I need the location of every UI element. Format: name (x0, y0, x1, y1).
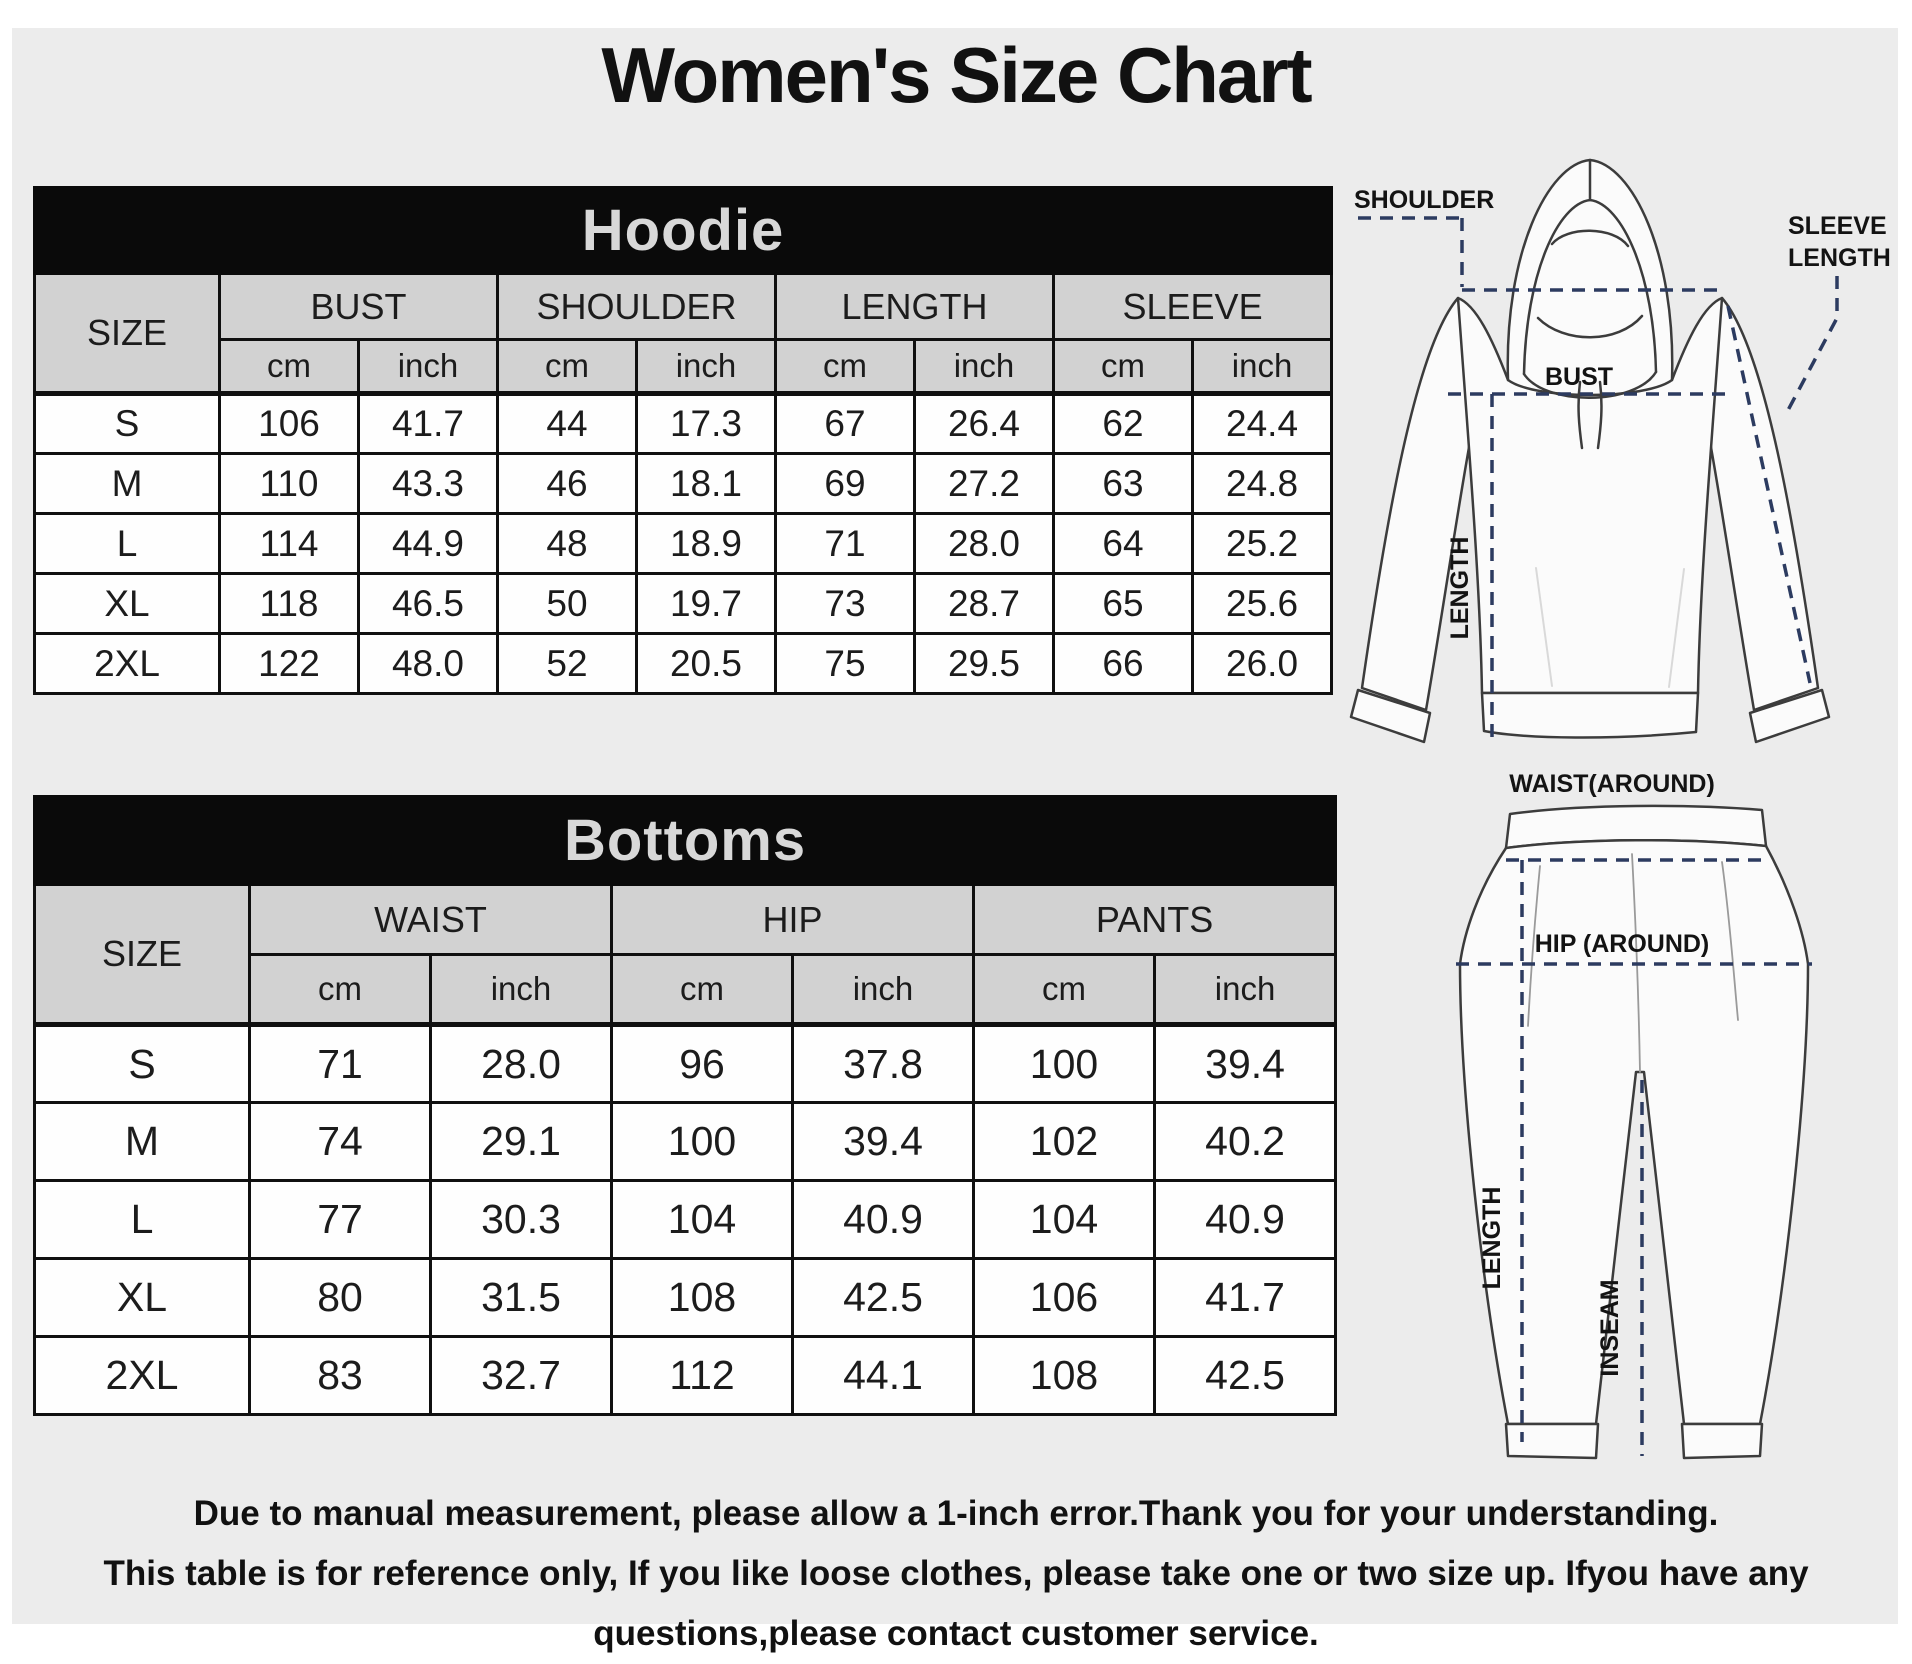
size-cell: XL (35, 1259, 250, 1337)
size-column-header: SIZE (35, 885, 250, 1025)
bottoms-table-title: Bottoms (35, 797, 1336, 885)
value-cell: 65 (1054, 574, 1193, 634)
value-cell: 62 (1054, 394, 1193, 454)
value-cell: 18.1 (637, 454, 776, 514)
footer-note (0, 1484, 1912, 1664)
value-cell: 104 (974, 1181, 1155, 1259)
unit-header-cm: cm (612, 955, 793, 1025)
value-cell: 122 (220, 634, 359, 694)
unit-header-cm: cm (220, 340, 359, 394)
value-cell: 100 (612, 1103, 793, 1181)
value-cell: 28.0 (915, 514, 1054, 574)
value-cell: 106 (974, 1259, 1155, 1337)
value-cell: 26.0 (1193, 634, 1332, 694)
hoodie-group-header-row (35, 274, 1332, 340)
sleeve-length-label-line2: LENGTH (1788, 244, 1891, 272)
inseam-label: INSEAM (1596, 1279, 1624, 1377)
sleeve-column-header: SLEEVE (1054, 274, 1332, 340)
page-title: Women's Size Chart (601, 31, 1311, 119)
value-cell: 108 (974, 1337, 1155, 1415)
value-cell: 43.3 (359, 454, 498, 514)
size-cell: L (35, 1181, 250, 1259)
value-cell: 100 (974, 1025, 1155, 1103)
footer-line-1: Due to manual measurement, please allow a 1-inch error.Thank you for your understanding. (193, 1494, 1719, 1533)
waist-label: WAIST(AROUND) (1509, 770, 1715, 798)
unit-header-cm: cm (974, 955, 1155, 1025)
size-cell: 2XL (35, 634, 220, 694)
value-cell: 30.3 (431, 1181, 612, 1259)
value-cell: 71 (250, 1025, 431, 1103)
pants-body (1460, 840, 1808, 1424)
length-label: LENGTH (1446, 536, 1474, 640)
value-cell: 18.9 (637, 514, 776, 574)
footer-line-3: questions,please contact customer service. (593, 1614, 1319, 1653)
bottoms-size-table (33, 795, 1337, 1416)
value-cell: 39.4 (1155, 1025, 1336, 1103)
value-cell: 48 (498, 514, 637, 574)
table-row (35, 454, 1332, 514)
size-cell: M (35, 1103, 250, 1181)
value-cell: 44.1 (793, 1337, 974, 1415)
hip-label: HIP (AROUND) (1534, 930, 1710, 958)
value-cell: 31.5 (431, 1259, 612, 1337)
value-cell: 40.9 (1155, 1181, 1336, 1259)
unit-header-inch: inch (1193, 340, 1332, 394)
unit-header-inch: inch (431, 955, 612, 1025)
waist-column-header: WAIST (250, 885, 612, 955)
pants-length-label: LENGTH (1478, 1186, 1506, 1290)
value-cell: 28.0 (431, 1025, 612, 1103)
value-cell: 24.4 (1193, 394, 1332, 454)
value-cell: 25.6 (1193, 574, 1332, 634)
unit-header-cm: cm (776, 340, 915, 394)
table-row (35, 1181, 1336, 1259)
value-cell: 42.5 (1155, 1337, 1336, 1415)
hoodie-title-bar (35, 188, 1332, 274)
sleeve-length-label-line1: SLEEVE (1788, 212, 1887, 240)
value-cell: 41.7 (359, 394, 498, 454)
size-cell: L (35, 514, 220, 574)
unit-header-cm: cm (1054, 340, 1193, 394)
value-cell: 118 (220, 574, 359, 634)
value-cell: 80 (250, 1259, 431, 1337)
value-cell: 106 (220, 394, 359, 454)
value-cell: 96 (612, 1025, 793, 1103)
bust-column-header: BUST (220, 274, 498, 340)
size-cell: S (35, 1025, 250, 1103)
table-row (35, 1259, 1336, 1337)
shoulder-label: SHOULDER (1354, 186, 1495, 214)
value-cell: 44.9 (359, 514, 498, 574)
table-row (35, 1103, 1336, 1181)
value-cell: 112 (612, 1337, 793, 1415)
value-cell: 19.7 (637, 574, 776, 634)
hoodie-hem-band (1482, 693, 1698, 738)
hoodie-unit-header-row (35, 340, 1332, 394)
value-cell: 67 (776, 394, 915, 454)
value-cell: 71 (776, 514, 915, 574)
value-cell: 46 (498, 454, 637, 514)
bust-label: BUST (1545, 363, 1614, 391)
table-row (35, 574, 1332, 634)
unit-header-inch: inch (793, 955, 974, 1025)
bottoms-group-header-row (35, 885, 1336, 955)
unit-header-inch: inch (915, 340, 1054, 394)
value-cell: 41.7 (1155, 1259, 1336, 1337)
table-row (35, 1025, 1336, 1103)
value-cell: 44 (498, 394, 637, 454)
pants-diagram (1360, 768, 1912, 1468)
value-cell: 73 (776, 574, 915, 634)
value-cell: 66 (1054, 634, 1193, 694)
value-cell: 63 (1054, 454, 1193, 514)
value-cell: 27.2 (915, 454, 1054, 514)
pants-right-cuff (1682, 1424, 1762, 1458)
value-cell: 64 (1054, 514, 1193, 574)
unit-header-inch: inch (637, 340, 776, 394)
hoodie-diagram (1340, 148, 1905, 788)
size-column-header: SIZE (35, 274, 220, 394)
hip-column-header: HIP (612, 885, 974, 955)
value-cell: 39.4 (793, 1103, 974, 1181)
pants-column-header: PANTS (974, 885, 1336, 955)
value-cell: 25.2 (1193, 514, 1332, 574)
value-cell: 40.9 (793, 1181, 974, 1259)
footer-line-2: This table is for reference only, If you like loose clothes, please take one or two size up. Ifyou have any (103, 1554, 1809, 1593)
value-cell: 29.5 (915, 634, 1054, 694)
value-cell: 110 (220, 454, 359, 514)
hoodie-size-table (33, 186, 1333, 695)
value-cell: 104 (612, 1181, 793, 1259)
value-cell: 17.3 (637, 394, 776, 454)
value-cell: 42.5 (793, 1259, 974, 1337)
value-cell: 77 (250, 1181, 431, 1259)
value-cell: 108 (612, 1259, 793, 1337)
unit-header-cm: cm (498, 340, 637, 394)
size-cell: 2XL (35, 1337, 250, 1415)
value-cell: 24.8 (1193, 454, 1332, 514)
value-cell: 52 (498, 634, 637, 694)
value-cell: 46.5 (359, 574, 498, 634)
value-cell: 102 (974, 1103, 1155, 1181)
value-cell: 32.7 (431, 1337, 612, 1415)
value-cell: 37.8 (793, 1025, 974, 1103)
table-row (35, 1337, 1336, 1415)
value-cell: 28.7 (915, 574, 1054, 634)
size-cell: M (35, 454, 220, 514)
table-row (35, 514, 1332, 574)
size-cell: XL (35, 574, 220, 634)
value-cell: 26.4 (915, 394, 1054, 454)
unit-header-inch: inch (359, 340, 498, 394)
bottoms-title-bar (35, 797, 1336, 885)
value-cell: 74 (250, 1103, 431, 1181)
sleeve-label-leader-line (1786, 276, 1837, 414)
value-cell: 40.2 (1155, 1103, 1336, 1181)
value-cell: 50 (498, 574, 637, 634)
unit-header-inch: inch (1155, 955, 1336, 1025)
size-cell: S (35, 394, 220, 454)
value-cell: 75 (776, 634, 915, 694)
value-cell: 114 (220, 514, 359, 574)
length-column-header: LENGTH (776, 274, 1054, 340)
value-cell: 29.1 (431, 1103, 612, 1181)
table-row (35, 394, 1332, 454)
shoulder-column-header: SHOULDER (498, 274, 776, 340)
value-cell: 69 (776, 454, 915, 514)
unit-header-cm: cm (250, 955, 431, 1025)
value-cell: 83 (250, 1337, 431, 1415)
value-cell: 48.0 (359, 634, 498, 694)
pants-left-cuff (1506, 1424, 1598, 1458)
hoodie-table-title: Hoodie (35, 188, 1332, 274)
table-row (35, 634, 1332, 694)
value-cell: 20.5 (637, 634, 776, 694)
